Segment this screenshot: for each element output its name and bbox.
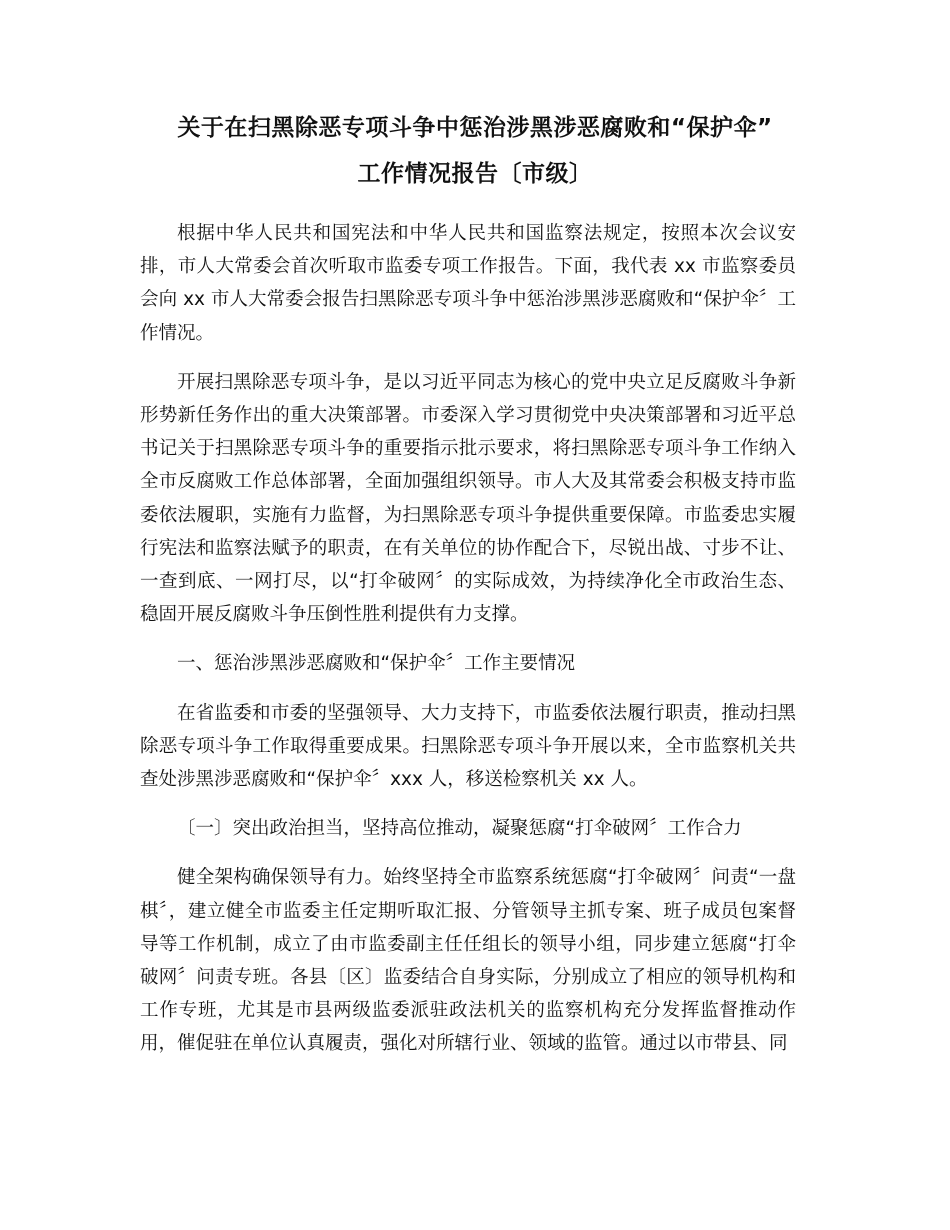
paragraph-background: 开展扫黑除恶专项斗争，是以习近平同志为核心的党中央立足反腐败斗争新形势新任务作出的重大决策部署。市委深入学习贯彻党中央决策部署和习近平总书记关于扫黑除恶专项斗争的重要指示批示要求，将扫黑除恶专项斗争工作纳入全市反腐败工作总体部署，全面加强组织领导。市人大及其常委会积极支持市监委依法履职，实施有力监督，为扫黑除恶专项斗争提供重要保障。市监委忠实履行宪法和监察法赋予的职责，在有关单位的协作配合下，尽锐出战、寸步不让、一查到底、一网打尽，以“打伞破网〞的实际成效，为持续净化全市政治生态、稳固开展反腐败斗争压倒性胜利提供有力支撑。 <box>140 371 796 626</box>
section-heading-1: 一、惩治涉黑涉恶腐败和“保护伞〞工作主要情况 <box>177 653 576 675</box>
document-body <box>140 217 796 1077</box>
paragraph-intro: 根据中华人民共和国宪法和中华人民共和国监察法规定，按照本次会议安排，市人大常委会首次听取市监委专项工作报告。下面，我代表 xx 市监察委员会向 xx 市人大常委会报告扫黑除恶专项斗争中惩治涉黑涉恶腐败和“保护伞〞工作情况。 <box>140 223 796 344</box>
paragraph-structure: 健全架构确保领导有力。始终坚持全市监察系统惩腐“打伞破网〞问责“一盘棋〞，建立健全市监委主任定期听取汇报、分管领导主抓专案、班子成员包案督导等工作机制，成立了由市监委副主任任组长的领导小组，同步建立惩腐“打伞破网〞问责专班。各县〔区〕监委结合自身实际，分别成立了相应的领导机构和工作专班，尤其是市县两级监委派驻政法机关的监察机构充分发挥监督推动作用，催促驻在单位认真履责，强化对所辖行业、领域的监管。通过以市带县、同 <box>140 867 796 1055</box>
paragraph-results: 在省监委和市委的坚强领导、大力支持下，市监委依法履行职责，推动扫黑除恶专项斗争工作取得重要成果。扫黑除恶专项斗争开展以来，全市监察机关共查处涉黑涉恶腐败和“保护伞〞xxx 人，移送检察机关 xx 人。 <box>140 702 796 791</box>
document-title-line-1: 关于在扫黑除恶专项斗争中惩治涉黑涉恶腐败和“保护伞” <box>177 115 773 141</box>
subsection-heading-1: 〔一〕突出政治担当，坚持高位推动，凝聚惩腐“打伞破网〞工作合力 <box>177 818 742 840</box>
document-title-line-2: 工作情况报告〔市级〕 <box>357 161 593 187</box>
